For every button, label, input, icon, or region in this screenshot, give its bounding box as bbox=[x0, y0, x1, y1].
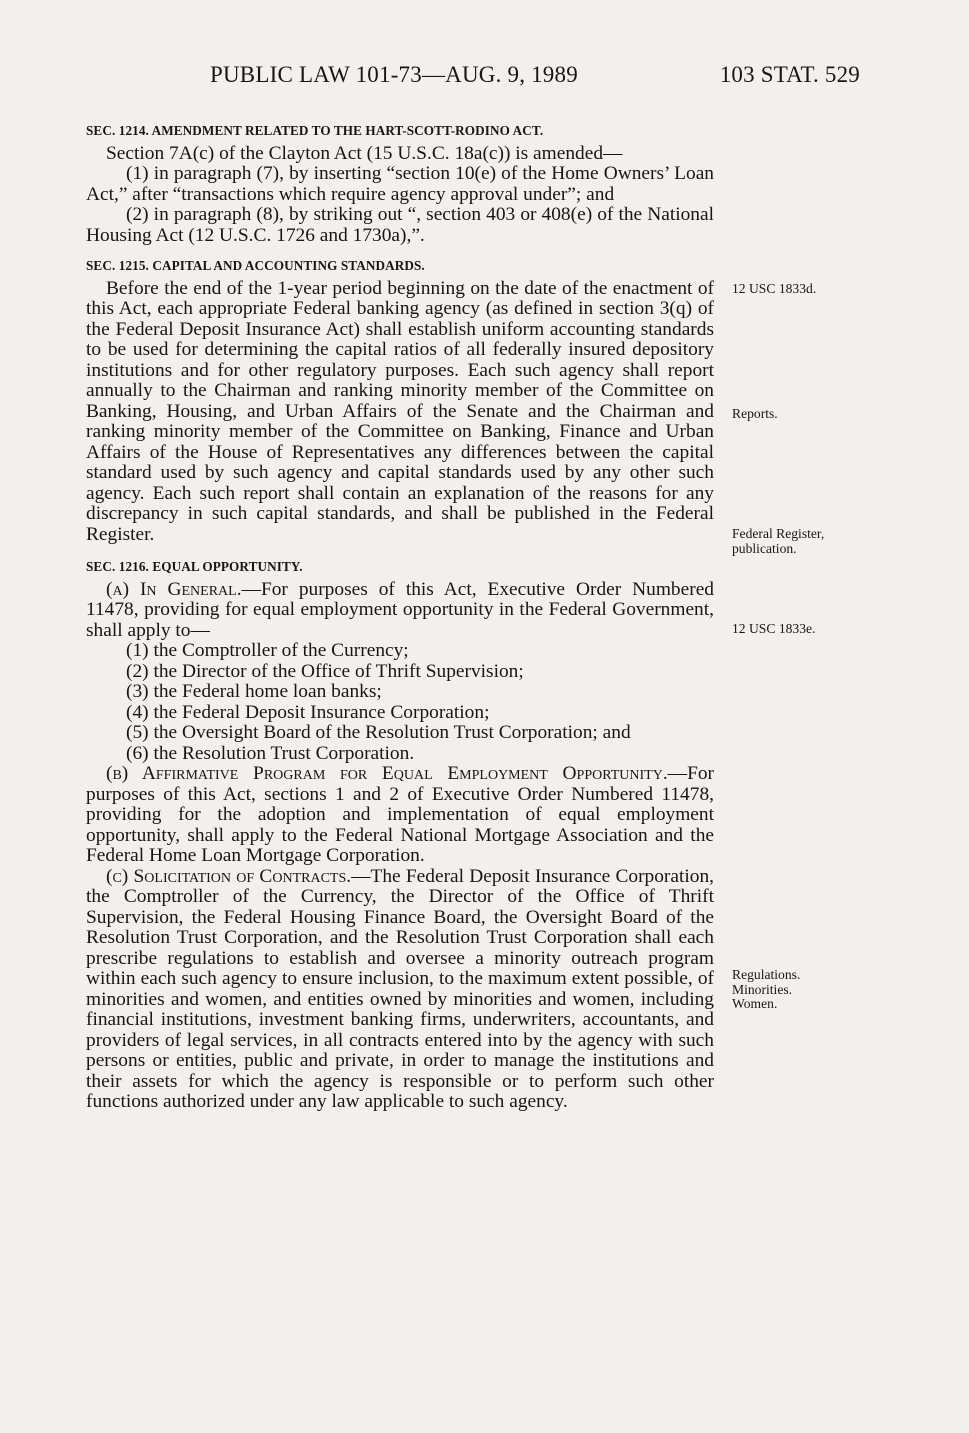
law-title: PUBLIC LAW 101-73—AUG. 9, 1989 bbox=[210, 62, 578, 87]
sec-1214-heading: SEC. 1214. AMENDMENT RELATED TO THE HART-SCOTT-RODINO ACT. bbox=[86, 123, 544, 138]
sec-1216-a-item: (1) the Comptroller of the Currency; bbox=[126, 640, 409, 661]
sec-1214-intro: Section 7A(c) of the Clayton Act (15 U.S.C. 18a(c)) is amended— bbox=[106, 142, 623, 164]
sec-1216-a-item: (6) the Resolution Trust Corporation. bbox=[126, 742, 415, 764]
margin-note-usc-1833d: 12 USC 1833d. bbox=[732, 281, 817, 296]
sec-1216-a-item: (3) the Federal home loan banks; bbox=[126, 681, 382, 702]
margin-note-regulations: Regulations. Minorities. Women. bbox=[732, 967, 801, 1011]
stat-page: 103 STAT. 529 bbox=[719, 62, 860, 87]
margin-note-reports: Reports. bbox=[732, 406, 778, 421]
sec-1216-a bbox=[86, 580, 714, 642]
sec-1216-b bbox=[86, 764, 714, 867]
sec-1214-item: (2) in paragraph (8), by striking out “, section 403 or 408(e) of the National Housing Act (12 U.S.C. 1726 and 1730a),”. bbox=[86, 204, 714, 246]
margin-note-federal-register: Federal Register, publication. bbox=[732, 526, 825, 556]
document-body bbox=[86, 115, 714, 1113]
sec-1216-a-text: —For purposes of this Act, Executive Order Numbered 11478, providing for equal employment opportunity in the Federal Government, shall apply to— bbox=[86, 578, 714, 641]
sec-1216-c-label: (c) Solicitation of Contracts. bbox=[106, 865, 352, 887]
margin-note-usc-1833e: 12 USC 1833e. bbox=[732, 621, 816, 636]
sec-1216-a-item: (5) the Oversight Board of the Resolution Trust Corporation; and bbox=[126, 722, 631, 743]
sec-1216-b-label: (b) Affirmative Program for Equal Employment Opportunity. bbox=[106, 763, 668, 784]
sec-1216-c-text: —The Federal Deposit Insurance Corporation, the Comptroller of the Currency, the Director of the Office of Thrift Supervision, the Federal Housing Finance Board, the Oversight Board of the Resolution Trust Corporation, and the Resolution Trust Corporation shall each prescribe regulations to establish and oversee a minority outreach program within each such agency to ensure inclusion, to the maximum extent possible, of minorities and women, and entities owned by minorities and women, including financial institutions, investment banking firms, underwriters, accountants, and providers of legal services, in all contracts entered into by the agency with such persons or entities, public and private, in order to manage the institutions and their assets for which the agency is responsible or to perform such other functions authorized under any law applicable to such agency. bbox=[86, 865, 714, 1112]
sec-1216-b-text: —For purposes of this Act, sections 1 and 2 of Executive Order Numbered 11478, providing for the adoption and implementation of equal employment opportunity, shall apply to the Federal National Mortgage Association and the Federal Home Loan Mortgage Corporation. bbox=[86, 763, 714, 866]
sec-1214-item: (1) in paragraph (7), by inserting “section 10(e) of the Home Owners’ Loan Act,” after “transactions which require agency approval under”; and bbox=[86, 163, 714, 205]
sec-1216-a-item: (2) the Director of the Office of Thrift Supervision; bbox=[126, 660, 524, 682]
sec-1216-a-item: (4) the Federal Deposit Insurance Corporation; bbox=[126, 701, 490, 723]
sec-1215-heading: SEC. 1215. CAPITAL AND ACCOUNTING STANDARDS. bbox=[86, 258, 425, 273]
sec-1216-a-label: (a) In General. bbox=[106, 578, 242, 600]
sec-1216-c bbox=[86, 867, 714, 1113]
sec-1216-heading: SEC. 1216. EQUAL OPPORTUNITY. bbox=[86, 559, 303, 574]
sec-1215-body: Before the end of the 1-year period beginning on the date of the enactment of this Act, each appropriate Federal banking agency (as defined in section 3(q) of the Federal Deposit Insurance Act) shall establish uniform accounting standards to be used for determining the capital ratios of all federally insured depository institutions and for other regulatory purposes. Each such agency shall report annually to the Chairman and ranking minority member of the Committee on Banking, Housing, and Urban Affairs of the Senate and the Chairman and ranking minority member of the Committee on Banking, Finance and Urban Affairs of the House of Representatives any differences between the capital standard used by such agency and capital standards used by any other such agency. Each such report shall contain an explanation of the reasons for any discrepancy in such capital standards, and shall be published in the Federal Register. bbox=[86, 277, 714, 545]
